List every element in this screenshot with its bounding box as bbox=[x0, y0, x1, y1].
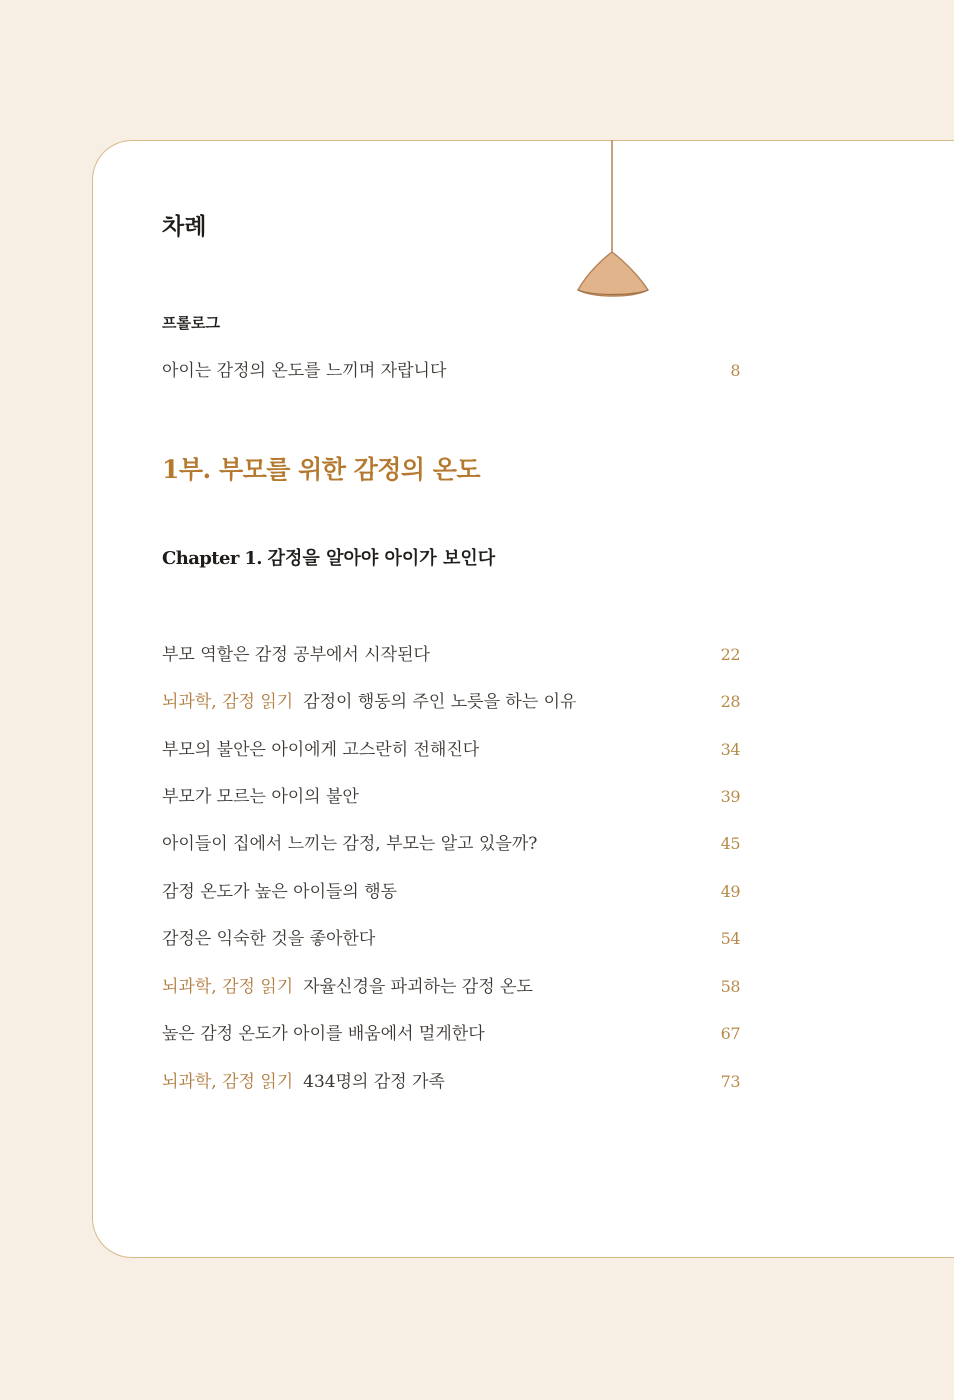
page-number: 67 bbox=[720, 1024, 740, 1043]
toc-entry[interactable] bbox=[162, 924, 740, 949]
entry-text: 감정은 익숙한 것을 좋아한다 bbox=[162, 929, 376, 949]
page-number: 22 bbox=[720, 645, 740, 664]
entry-text: 자율신경을 파괴하는 감정 온도 bbox=[303, 977, 533, 997]
chapter-prefix: Chapter 1. bbox=[162, 548, 262, 569]
page-number: 45 bbox=[720, 834, 740, 853]
entry-title bbox=[162, 877, 397, 902]
prologue-entry[interactable] bbox=[162, 356, 740, 381]
page-number: 28 bbox=[720, 692, 740, 711]
pendant-lamp-icon bbox=[574, 140, 654, 305]
entry-text: 434명의 감정 가족 bbox=[303, 1072, 445, 1092]
toc-entry[interactable] bbox=[162, 735, 740, 760]
entry-tag: 뇌과학, 감정 읽기 bbox=[162, 1072, 294, 1092]
entry-text: 부모의 불안은 아이에게 고스란히 전해진다 bbox=[162, 740, 480, 760]
entry-title bbox=[162, 782, 359, 807]
entry-text: 아이들이 집에서 느끼는 감정, 부모는 알고 있을까? bbox=[162, 834, 538, 854]
entry-text: 부모 역할은 감정 공부에서 시작된다 bbox=[162, 645, 430, 665]
toc-entry[interactable] bbox=[162, 640, 740, 665]
toc-entry[interactable] bbox=[162, 782, 740, 807]
prologue-label: 프롤로그 bbox=[162, 314, 220, 332]
entry-title bbox=[162, 829, 537, 854]
entry-title bbox=[162, 735, 479, 760]
entry-title bbox=[162, 687, 577, 712]
page-number: 34 bbox=[720, 740, 740, 759]
page-number: 8 bbox=[730, 361, 740, 380]
part-title: 1부. 부모를 위한 감정의 온도 bbox=[162, 455, 481, 484]
entry-title bbox=[162, 1019, 485, 1044]
entry-title bbox=[162, 924, 375, 949]
entry-title bbox=[162, 972, 533, 997]
toc-entry[interactable] bbox=[162, 829, 740, 854]
toc-entry[interactable] bbox=[162, 877, 740, 902]
toc-entry[interactable] bbox=[162, 1019, 740, 1044]
entry-tag: 뇌과학, 감정 읽기 bbox=[162, 977, 294, 997]
toc-entry[interactable] bbox=[162, 972, 740, 997]
toc-title: 차례 bbox=[162, 214, 207, 240]
chapter-name: 감정을 알아야 아이가 보인다 bbox=[267, 548, 496, 569]
entry-title bbox=[162, 640, 430, 665]
entry-text: 높은 감정 온도가 아이를 배움에서 멀게한다 bbox=[162, 1024, 485, 1044]
chapter-title bbox=[162, 544, 495, 570]
toc-entry[interactable] bbox=[162, 1067, 740, 1092]
entry-text: 감정이 행동의 주인 노릇을 하는 이유 bbox=[303, 692, 577, 712]
page-number: 49 bbox=[720, 882, 740, 901]
page-number: 73 bbox=[720, 1072, 740, 1091]
page-number: 58 bbox=[720, 977, 740, 996]
entry-text: 감정 온도가 높은 아이들의 행동 bbox=[162, 882, 398, 902]
entry-title: 아이는 감정의 온도를 느끼며 자랍니다 bbox=[162, 361, 447, 381]
entry-title bbox=[162, 1067, 445, 1092]
page-number: 54 bbox=[720, 929, 740, 948]
toc-entry[interactable] bbox=[162, 687, 740, 712]
entry-text: 부모가 모르는 아이의 불안 bbox=[162, 787, 359, 807]
page-number: 39 bbox=[720, 787, 740, 806]
entry-tag: 뇌과학, 감정 읽기 bbox=[162, 692, 294, 712]
